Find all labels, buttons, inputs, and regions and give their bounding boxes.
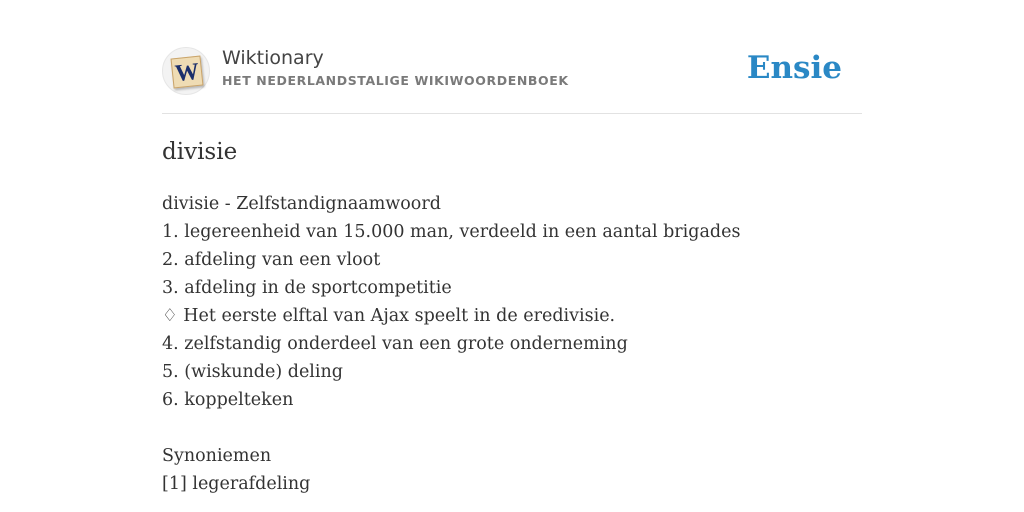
logo-tile: W [171, 56, 204, 89]
sense-item: 2. afdeling van een vloot [162, 250, 381, 270]
sense-item: 1. legereenheid van 15.000 man, verdeeld in een aantal brigades [162, 222, 741, 242]
sense-item: 5. (wiskunde) deling [162, 362, 343, 382]
wiktionary-logo-icon[interactable] [162, 47, 210, 95]
sense-item: 4. zelfstandig onderdeel van een grote onderneming [162, 334, 628, 354]
page-title: divisie [162, 139, 238, 165]
site-header [162, 44, 862, 98]
brand [222, 46, 569, 92]
brand-name[interactable]: Wiktionary [222, 47, 324, 69]
ensie-logo-link[interactable]: Ensie [746, 50, 842, 86]
sense-item: 3. afdeling in de sportcompetitie [162, 278, 452, 298]
synonym-item: [1] legerafdeling [162, 474, 311, 494]
sense-item: 6. koppelteken [162, 390, 294, 410]
definition-body [162, 190, 740, 498]
spacer [162, 414, 740, 442]
header-divider [162, 113, 862, 114]
page [162, 0, 862, 512]
example-sentence: ♢ Het eerste elftal van Ajax speelt in de eredivisie. [162, 306, 616, 326]
synonyms-heading: Synoniemen [162, 446, 272, 466]
part-of-speech-line: divisie - Zelfstandignaamwoord [162, 194, 441, 214]
brand-tagline: HET NEDERLANDSTALIGE WIKIWOORDENBOEK [222, 73, 569, 88]
